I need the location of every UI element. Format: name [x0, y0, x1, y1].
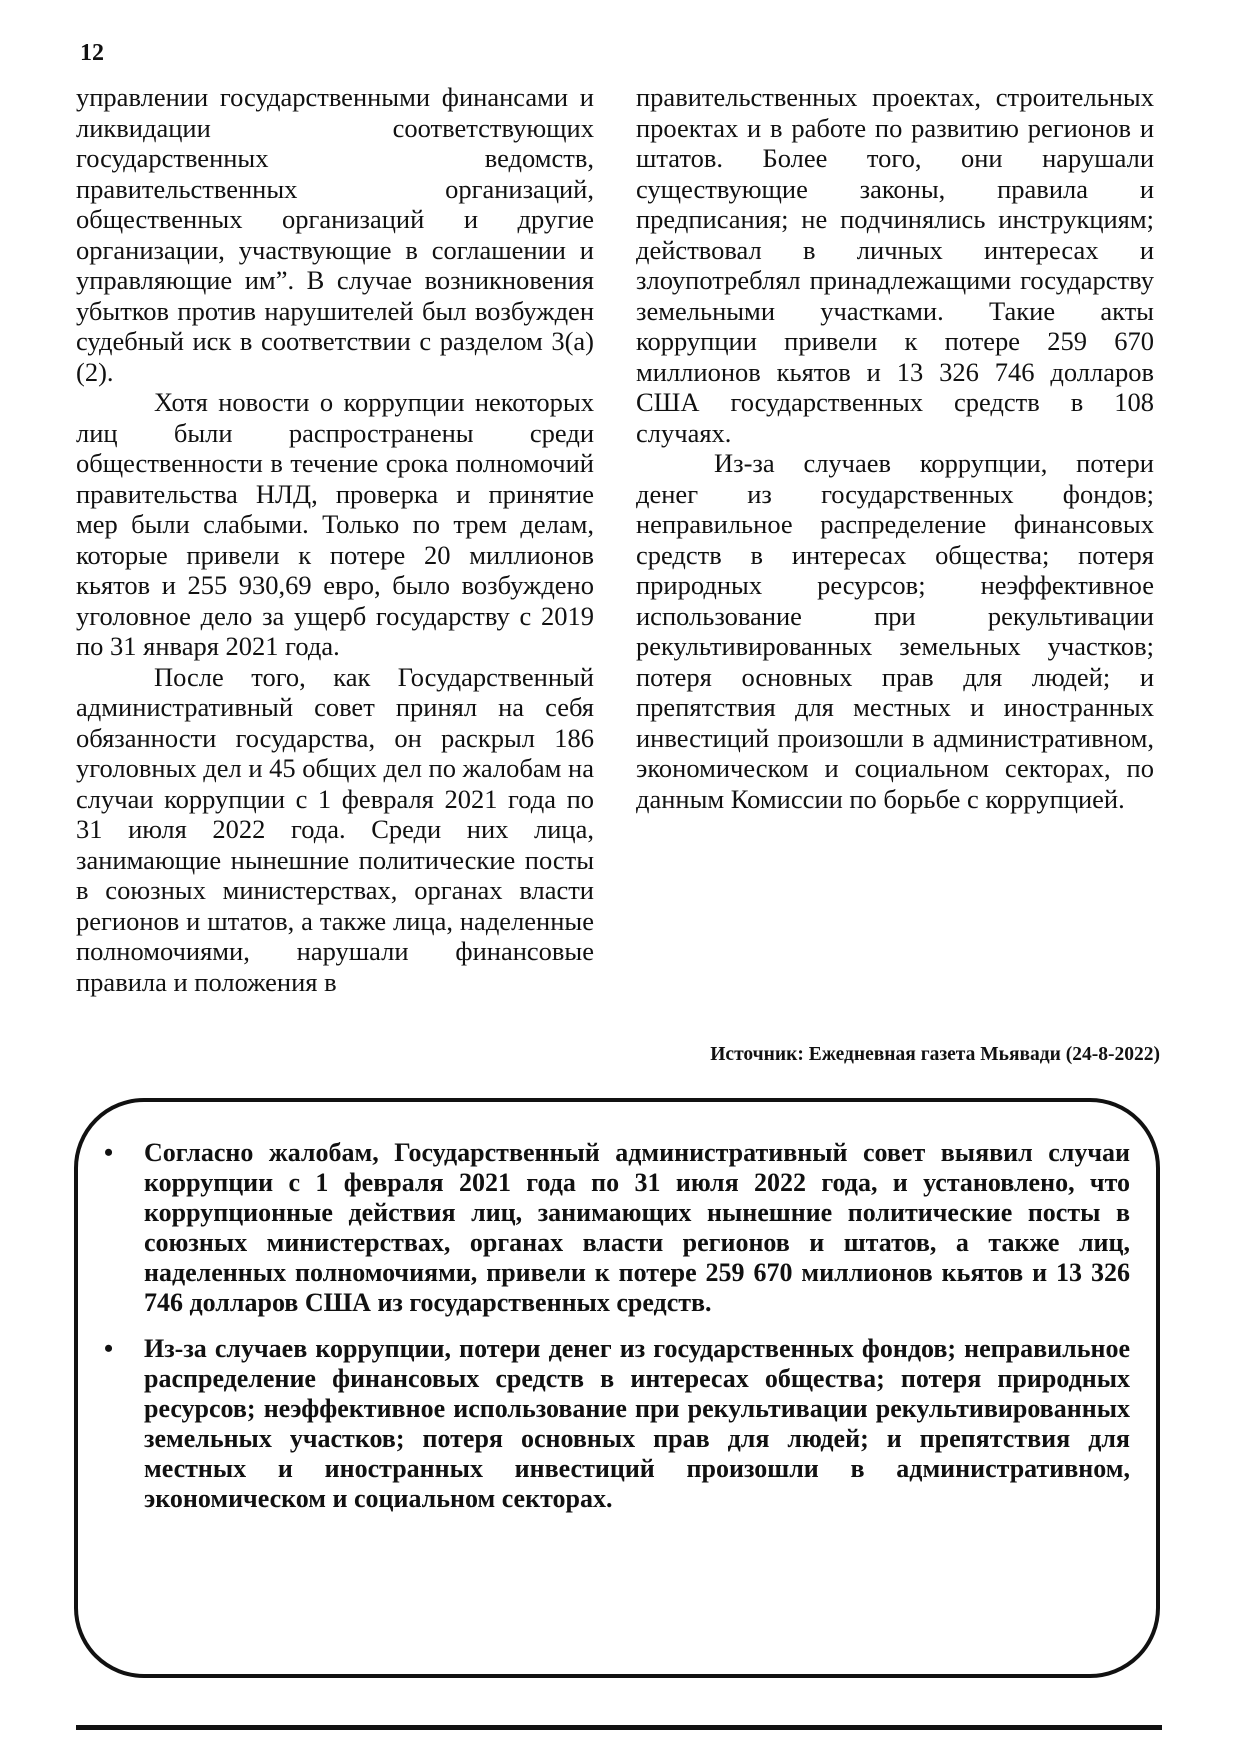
summary-item-2 [104, 1334, 1130, 1514]
right-paragraph-1: правительственных проектах, строительных проектах и в работе по развитию регионов и штатов. Более того, они нарушали существующие законы, правила и предписания; не подчинялись инструкциям; действовал в личных интересах и злоупотреблял принадлежащими государству земельными участками. Такие акты коррупции привели к потере 259 670 миллионов кьятов и 13 326 746 долларов США государственных средств в 108 случаях. [636, 82, 1154, 448]
left-column [76, 82, 594, 997]
summary-item-text: Согласно жалобам, Государственный административный совет выявил случаи коррупции с 1 февраля 2021 года по 31 июля 2022 года, и установлено, что коррупционные действия лиц, занимающих нынешние политические посты в союзных министерствах, органах власти регионов и штатов, а также лиц, наделенных полномочиями, привели к потере 259 670 миллионов кьятов и 13 326 746 долларов США из государственных средств. [144, 1138, 1130, 1317]
right-paragraph-2: Из-за случаев коррупции, потери денег из государственных фондов; неправильное распределение финансовых средств в интересах общества; потеря природных ресурсов; неэффективное использование при рекультивации рекультивированных земельных участков; потеря основных прав для людей; и препятствия для местных и иностранных инвестиций произошли в административном, экономическом и социальном секторах, по данным Комиссии по борьбе с коррупцией. [636, 448, 1154, 814]
summary-item-text: Из-за случаев коррупции, потери денег из государственных фондов; неправильное распределение финансовых средств в интересах общества; потеря природных ресурсов; неэффективное использование при рекультивации рекультивированных земельных участков; потеря основных прав для людей; и препятствия для местных и иностранных инвестиций произошли в административном, экономическом и социальном секторах. [144, 1334, 1130, 1513]
page-number: 12 [80, 40, 104, 66]
source-citation: Источник: Ежедневная газета Мьявади (24-8-2022) [710, 1044, 1160, 1065]
footer-rule [76, 1725, 1162, 1730]
bullet-icon: • [104, 1138, 114, 1167]
summary-box [74, 1098, 1160, 1678]
left-paragraph-2: Хотя новости о коррупции некоторых лиц были распространены среди общественности в течение срока полномочий правительства НЛД, проверка и принятие мер были слабыми. Только по трем делам, которые привели к потере 20 миллионов кьятов и 255 930,69 евро, было возбуждено уголовное дело за ущерб государству с 2019 по 31 января 2021 года. [76, 387, 594, 661]
bullet-icon: • [104, 1334, 114, 1363]
summary-list [104, 1138, 1130, 1530]
right-column [636, 82, 1154, 814]
left-paragraph-3: После того, как Государственный административный совет принял на себя обязанности государства, он раскрыл 186 уголовных дел и 45 общих дел по жалобам на случаи коррупции с 1 февраля 2021 года по 31 июля 2022 года. Среди них лица, занимающие нынешние политические посты в союзных министерствах, органах власти регионов и штатов, а также лица, наделенные полномочиями, нарушали финансовые правила и положения в [76, 661, 594, 997]
summary-item-1 [104, 1138, 1130, 1318]
left-paragraph-1: управлении государственными финансами и ликвидации соответствующих государственных ведомств, правительственных организаций, общественных организаций и другие организации, участвующие в соглашении и управляющие им”. В случае возникновения убытков против нарушителей был возбужден судебный иск в соответствии с разделом 3(а)(2). [76, 82, 594, 387]
